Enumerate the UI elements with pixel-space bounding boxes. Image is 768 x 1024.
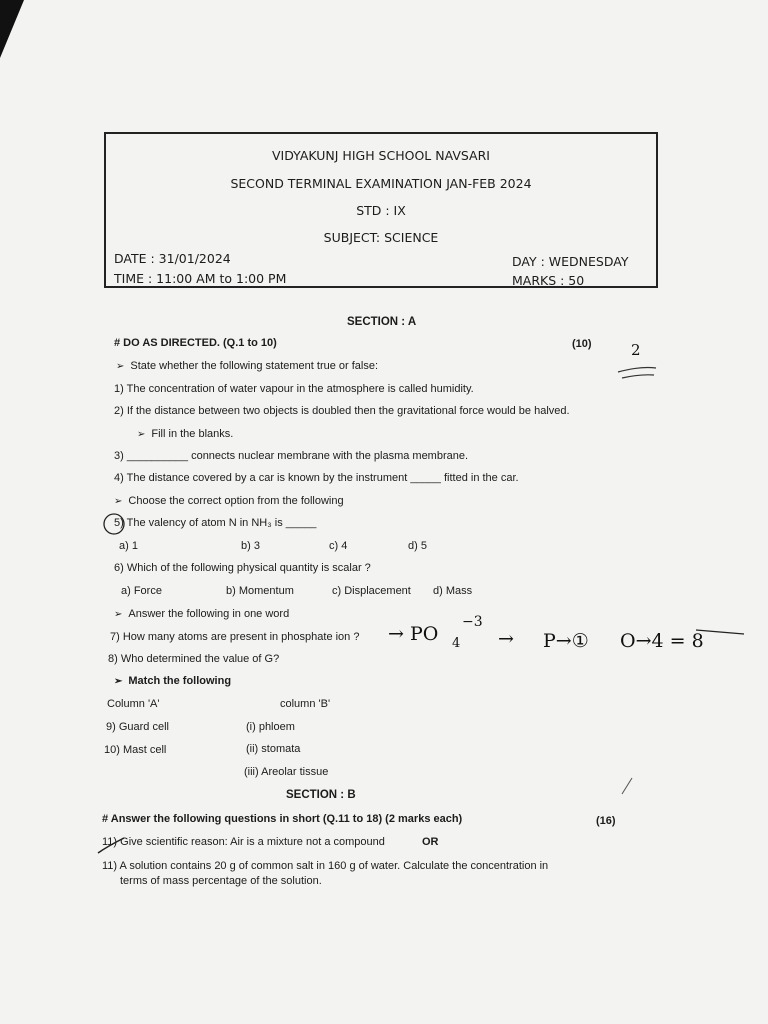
- q5-option-b: b) 3: [241, 540, 260, 552]
- handwritten-score: 2: [631, 341, 641, 359]
- column-a-header: Column 'A': [107, 698, 160, 710]
- question-3: 3) __________ connects nuclear membrane with the plasma membrane.: [114, 450, 469, 462]
- score-underline: [618, 368, 656, 379]
- match-b-item-3: (iii) Areolar tissue: [244, 766, 329, 778]
- question-5: 5) The valency of atom N in NH₃ is _____: [114, 517, 317, 529]
- handwritten-charge: −3: [462, 614, 483, 630]
- question-11a: 11) Give scientific reason: Air is a mixture not a compound: [102, 836, 385, 848]
- q6-option-c: c) Displacement: [332, 585, 411, 597]
- handwritten-arrow-2: →: [498, 628, 514, 650]
- section-a-title: SECTION : A: [347, 316, 417, 328]
- section-a-marks: (10): [572, 338, 592, 350]
- or-label: OR: [422, 836, 439, 848]
- exam-date: DATE : 31/01/2024: [114, 251, 231, 266]
- mcq-heading: ➢ Choose the correct option from the following: [114, 495, 344, 507]
- tick-mark-q11: [98, 838, 124, 853]
- q6-option-b: b) Momentum: [226, 585, 294, 597]
- match-item-9: 9) Guard cell: [106, 721, 169, 733]
- match-b-item-2: (ii) stomata: [246, 743, 301, 755]
- q5-option-a: a) 1: [119, 540, 138, 552]
- total-marks: MARKS : 50: [512, 273, 585, 288]
- handwritten-oxygen: O→4 = 8: [620, 630, 704, 652]
- q6-option-a: a) Force: [121, 585, 162, 597]
- handwritten-answer-arrow: → PO: [388, 623, 439, 645]
- handwritten-subscript: 4: [452, 636, 461, 651]
- question-6: 6) Which of the following physical quantity is scalar ?: [114, 562, 371, 574]
- question-1: 1) The concentration of water vapour in the atmosphere is called humidity.: [114, 383, 474, 395]
- question-4: 4) The distance covered by a car is known by the instrument _____ fitted in the car.: [114, 472, 519, 484]
- match-b-item-1: (i) phloem: [246, 721, 295, 733]
- exam-day: DAY : WEDNESDAY: [512, 254, 629, 269]
- question-8: 8) Who determined the value of G?: [108, 653, 280, 665]
- subject: SUBJECT: SCIENCE: [323, 230, 439, 245]
- exam-time: TIME : 11:00 AM to 1:00 PM: [114, 271, 287, 286]
- standard: STD : IX: [356, 203, 406, 218]
- q5-option-d: d) 5: [408, 540, 427, 552]
- blanks-heading: ➢ Fill in the blanks.: [137, 428, 233, 440]
- pen-stroke-end: [696, 630, 744, 634]
- handwritten-phosphorus: P→①: [543, 630, 589, 652]
- match-item-10: 10) Mast cell: [104, 744, 167, 756]
- match-heading: ➢ Match the following: [114, 675, 231, 687]
- section-b-instruction: # Answer the following questions in short (Q.11 to 18) (2 marks each): [102, 813, 463, 825]
- question-11b-line1: 11) A solution contains 20 g of common salt in 160 g of water. Calculate the concentration in: [102, 860, 549, 872]
- pen-stroke-margin: [622, 778, 632, 794]
- q5-option-c: c) 4: [329, 540, 348, 552]
- question-7: 7) How many atoms are present in phosphate ion ?: [110, 631, 360, 643]
- question-2: 2) If the distance between two objects is doubled then the gravitational force would be halved.: [114, 405, 570, 417]
- section-a-instruction: # DO AS DIRECTED. (Q.1 to 10): [114, 337, 277, 349]
- school-name: VIDYAKUNJ HIGH SCHOOL NAVSARI: [272, 148, 490, 163]
- question-11b-line2: terms of mass percentage of the solution.: [120, 875, 322, 887]
- q6-option-d: d) Mass: [433, 585, 473, 597]
- exam-title: SECOND TERMINAL EXAMINATION JAN-FEB 2024: [230, 176, 532, 191]
- section-b-marks: (16): [596, 815, 616, 827]
- true-false-heading: ➢ State whether the following statement true or false:: [116, 360, 378, 372]
- one-word-heading: ➢ Answer the following in one word: [114, 608, 289, 620]
- column-b-header: column 'B': [280, 698, 331, 710]
- section-b-title: SECTION : B: [286, 789, 356, 801]
- answer-circle-q5: [104, 514, 124, 534]
